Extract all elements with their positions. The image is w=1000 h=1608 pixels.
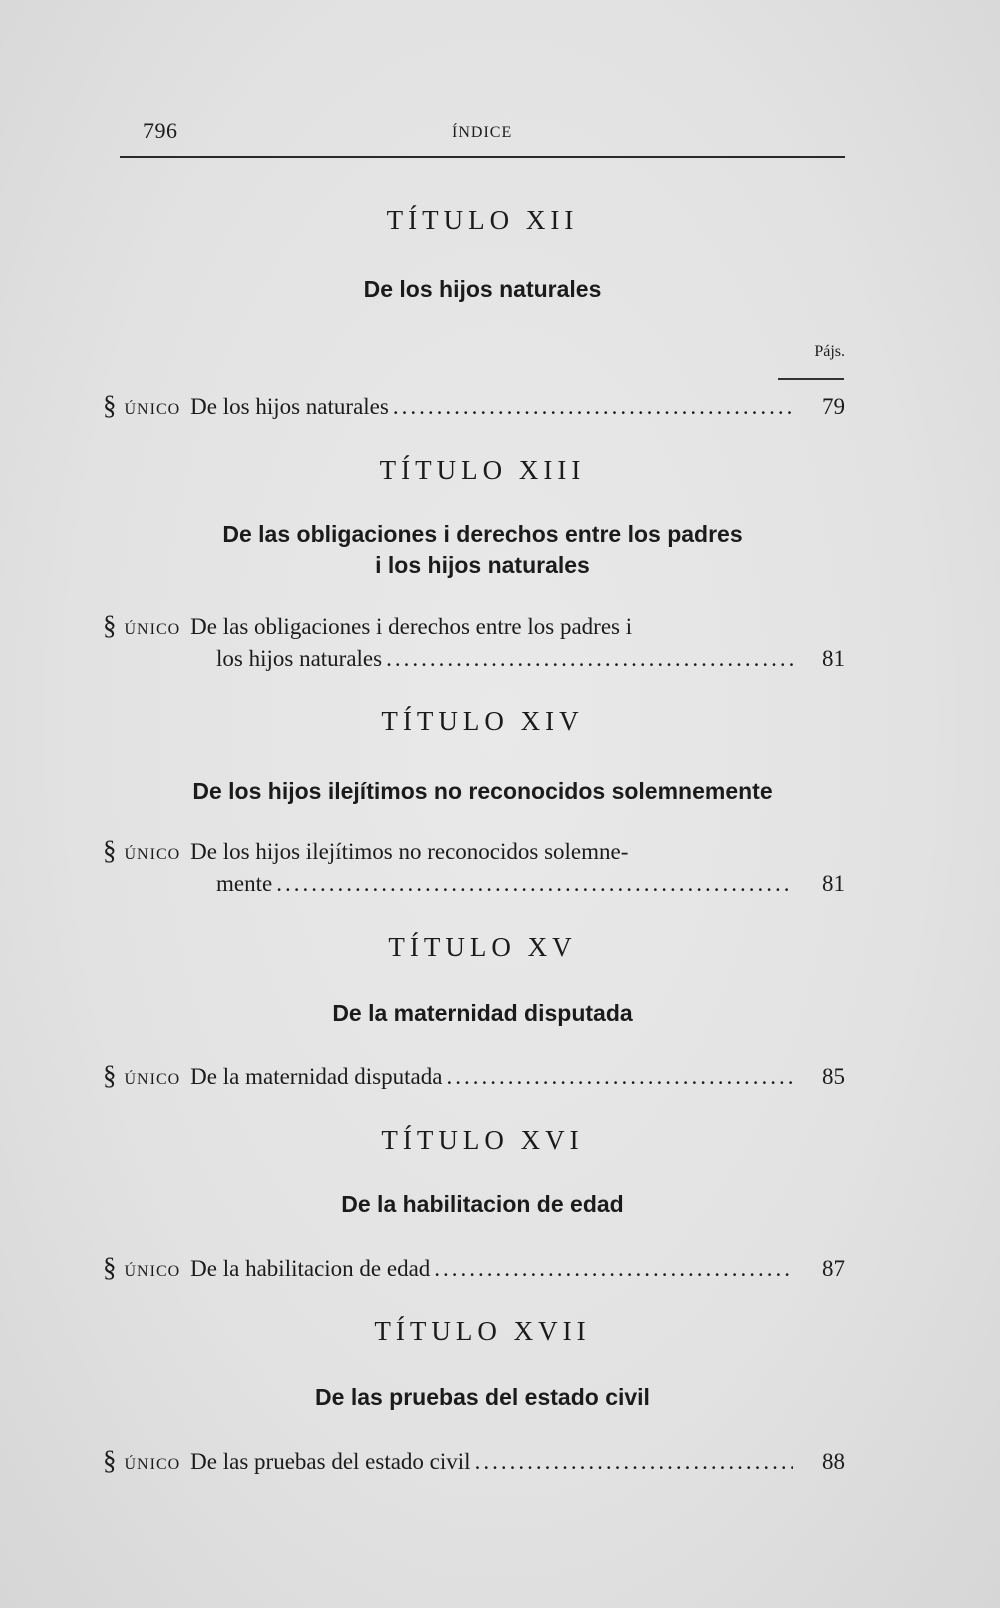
entry-text: De las obligaciones i derechos entre los padres i: [190, 614, 633, 639]
section-sign: §: [103, 1060, 117, 1090]
subtitle-line: De la maternidad disputada: [332, 1000, 633, 1026]
entry-page: 79: [822, 394, 845, 419]
page-number: 796: [143, 118, 178, 143]
dot-leader: [434, 1253, 793, 1285]
index-entry: [103, 834, 845, 900]
titulo-subtitle: [120, 1382, 845, 1413]
section-sign: §: [103, 1252, 117, 1282]
running-head: ÍNDICE: [452, 124, 513, 141]
subtitle-line: De los hijos naturales: [363, 276, 602, 302]
section-sign: §: [103, 390, 117, 420]
subtitle-line: De la habilitacion de edad: [341, 1191, 624, 1217]
subtitle-line: De las obligaciones i derechos entre los padres: [222, 521, 743, 547]
entry-page: 81: [822, 646, 845, 671]
unico-label: único: [124, 1064, 181, 1089]
entry-page: 85: [822, 1064, 845, 1089]
unico-label: único: [124, 394, 181, 419]
index-entry: [103, 389, 845, 423]
section-sign: §: [103, 835, 117, 865]
entry-text: De la habilitacion de edad: [190, 1256, 431, 1281]
titulo-heading: TÍTULO XVII: [374, 1316, 591, 1346]
titulo-heading: TÍTULO XIII: [379, 455, 586, 485]
titulo-heading: TÍTULO XV: [388, 932, 577, 962]
titulo-heading: TÍTULO XIV: [381, 706, 584, 736]
entry-text: De los hijos naturales: [190, 394, 389, 419]
section-sign: §: [103, 610, 117, 640]
titulo-subtitle: [120, 519, 845, 581]
entry-text: De la maternidad disputada: [190, 1064, 443, 1089]
dot-leader: [393, 391, 793, 423]
dot-leader: [386, 643, 793, 675]
unico-label: único: [124, 614, 181, 639]
titulo-heading: TÍTULO XVI: [381, 1125, 584, 1155]
entry-text: De las pruebas del estado civil: [190, 1449, 471, 1474]
dot-leader: [475, 1446, 793, 1478]
index-entry: [103, 1444, 845, 1478]
dot-leader: [446, 1061, 793, 1093]
index-entry: [103, 609, 845, 675]
titulo-subtitle: [120, 998, 845, 1029]
entry-page: 81: [822, 871, 845, 896]
unico-label: único: [124, 839, 181, 864]
header-rule: [120, 156, 845, 158]
entry-page: 88: [822, 1449, 845, 1474]
unico-label: único: [124, 1449, 181, 1474]
dot-leader: [276, 868, 793, 900]
index-entry: [103, 1251, 845, 1285]
pajs-rule: [778, 378, 844, 380]
pajs-label: Pájs.: [814, 343, 845, 360]
titulo-subtitle: [120, 1189, 845, 1220]
subtitle-line: De las pruebas del estado civil: [315, 1384, 650, 1410]
section-sign: §: [103, 1445, 117, 1475]
entry-page: 87: [822, 1256, 845, 1281]
subtitle-line: i los hijos naturales: [375, 552, 590, 578]
entry-text: los hijos naturales: [216, 646, 383, 671]
entry-text: De los hijos ilejítimos no reconocidos solemne-: [190, 839, 629, 864]
entry-text: mente: [216, 871, 273, 896]
titulo-subtitle: [120, 274, 845, 305]
titulo-heading: TÍTULO XII: [386, 205, 579, 235]
subtitle-line: De los hijos ilejítimos no reconocidos solemnemente: [192, 778, 773, 804]
unico-label: único: [124, 1256, 181, 1281]
titulo-subtitle: [120, 776, 845, 807]
index-entry: [103, 1059, 845, 1093]
